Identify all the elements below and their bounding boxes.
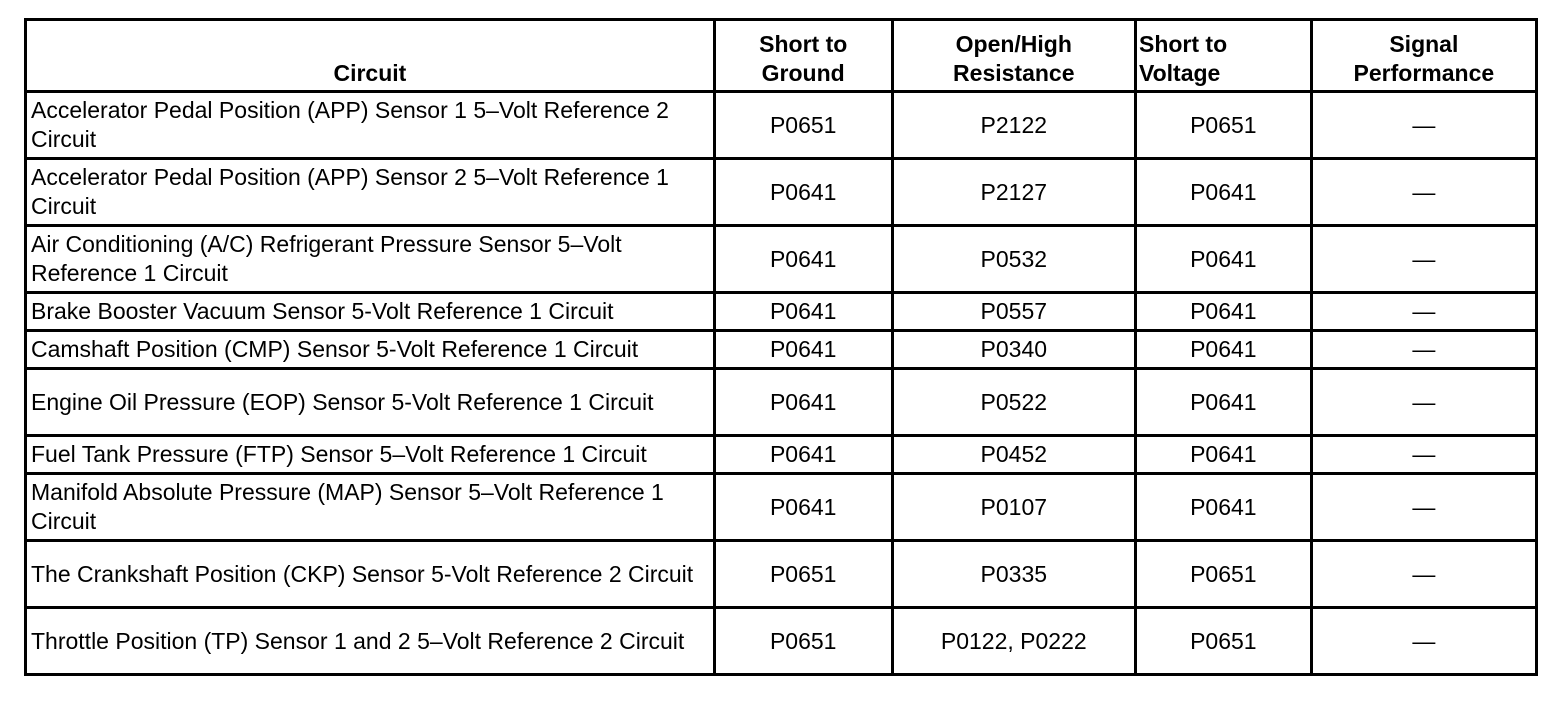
- open-high-resistance-cell: P0532: [892, 226, 1135, 293]
- short-to-voltage-cell: P0651: [1135, 92, 1311, 159]
- header-short-to-voltage: Short to Voltage: [1135, 20, 1311, 92]
- open-high-resistance-cell: P0522: [892, 369, 1135, 436]
- short-to-ground-cell: P0641: [714, 331, 892, 369]
- signal-performance-cell: —: [1311, 226, 1536, 293]
- table-row: [26, 293, 1537, 331]
- circuit-cell: Engine Oil Pressure (EOP) Sensor 5-Volt Reference 1 Circuit: [26, 369, 715, 436]
- short-to-ground-cell: P0641: [714, 226, 892, 293]
- signal-performance-cell: —: [1311, 474, 1536, 541]
- short-to-ground-cell: P0651: [714, 92, 892, 159]
- table-row: [26, 436, 1537, 474]
- short-to-voltage-cell: P0641: [1135, 293, 1311, 331]
- circuit-cell: The Crankshaft Position (CKP) Sensor 5-Volt Reference 2 Circuit: [26, 541, 715, 608]
- short-to-voltage-cell: P0651: [1135, 541, 1311, 608]
- table-row: [26, 226, 1537, 293]
- circuit-cell: Camshaft Position (CMP) Sensor 5-Volt Reference 1 Circuit: [26, 331, 715, 369]
- open-high-resistance-cell: P2122: [892, 92, 1135, 159]
- header-signal-performance: Signal Performance: [1311, 20, 1536, 92]
- table-header: [26, 20, 1537, 92]
- short-to-voltage-cell: P0641: [1135, 474, 1311, 541]
- short-to-voltage-cell: P0651: [1135, 608, 1311, 675]
- short-to-ground-cell: P0641: [714, 369, 892, 436]
- header-row: [26, 20, 1537, 92]
- header-circuit: Circuit: [26, 20, 715, 92]
- short-to-voltage-cell: P0641: [1135, 369, 1311, 436]
- open-high-resistance-cell: P0452: [892, 436, 1135, 474]
- short-to-ground-cell: P0641: [714, 474, 892, 541]
- open-high-resistance-cell: P0340: [892, 331, 1135, 369]
- signal-performance-cell: —: [1311, 159, 1536, 226]
- table-row: [26, 331, 1537, 369]
- table-row: [26, 608, 1537, 675]
- short-to-ground-cell: P0651: [714, 541, 892, 608]
- signal-performance-cell: —: [1311, 541, 1536, 608]
- signal-performance-cell: —: [1311, 369, 1536, 436]
- signal-performance-cell: —: [1311, 293, 1536, 331]
- circuit-cell: Manifold Absolute Pressure (MAP) Sensor 5–Volt Reference 1 Circuit: [26, 474, 715, 541]
- open-high-resistance-cell: P0557: [892, 293, 1135, 331]
- circuit-cell: Brake Booster Vacuum Sensor 5-Volt Reference 1 Circuit: [26, 293, 715, 331]
- open-high-resistance-cell: P2127: [892, 159, 1135, 226]
- table-row: [26, 369, 1537, 436]
- table-row: [26, 92, 1537, 159]
- short-to-voltage-cell: P0641: [1135, 226, 1311, 293]
- open-high-resistance-cell: P0122, P0222: [892, 608, 1135, 675]
- short-to-ground-cell: P0651: [714, 608, 892, 675]
- header-short-to-ground: Short to Ground: [714, 20, 892, 92]
- short-to-voltage-cell: P0641: [1135, 159, 1311, 226]
- header-open-high-resistance: Open/High Resistance: [892, 20, 1135, 92]
- circuit-cell: Fuel Tank Pressure (FTP) Sensor 5–Volt Reference 1 Circuit: [26, 436, 715, 474]
- signal-performance-cell: —: [1311, 92, 1536, 159]
- signal-performance-cell: —: [1311, 436, 1536, 474]
- circuit-cell: Air Conditioning (A/C) Refrigerant Pressure Sensor 5–Volt Reference 1 Circuit: [26, 226, 715, 293]
- open-high-resistance-cell: P0107: [892, 474, 1135, 541]
- table-row: [26, 474, 1537, 541]
- circuit-cell: Throttle Position (TP) Sensor 1 and 2 5–Volt Reference 2 Circuit: [26, 608, 715, 675]
- circuit-cell: Accelerator Pedal Position (APP) Sensor 2 5–Volt Reference 1 Circuit: [26, 159, 715, 226]
- open-high-resistance-cell: P0335: [892, 541, 1135, 608]
- circuit-cell: Accelerator Pedal Position (APP) Sensor 1 5–Volt Reference 2 Circuit: [26, 92, 715, 159]
- short-to-ground-cell: P0641: [714, 159, 892, 226]
- table-row: [26, 159, 1537, 226]
- short-to-ground-cell: P0641: [714, 436, 892, 474]
- signal-performance-cell: —: [1311, 608, 1536, 675]
- short-to-voltage-cell: P0641: [1135, 436, 1311, 474]
- table-row: [26, 541, 1537, 608]
- dtc-circuit-table: [24, 18, 1538, 676]
- signal-performance-cell: —: [1311, 331, 1536, 369]
- table-body: [26, 92, 1537, 675]
- short-to-voltage-cell: P0641: [1135, 331, 1311, 369]
- short-to-ground-cell: P0641: [714, 293, 892, 331]
